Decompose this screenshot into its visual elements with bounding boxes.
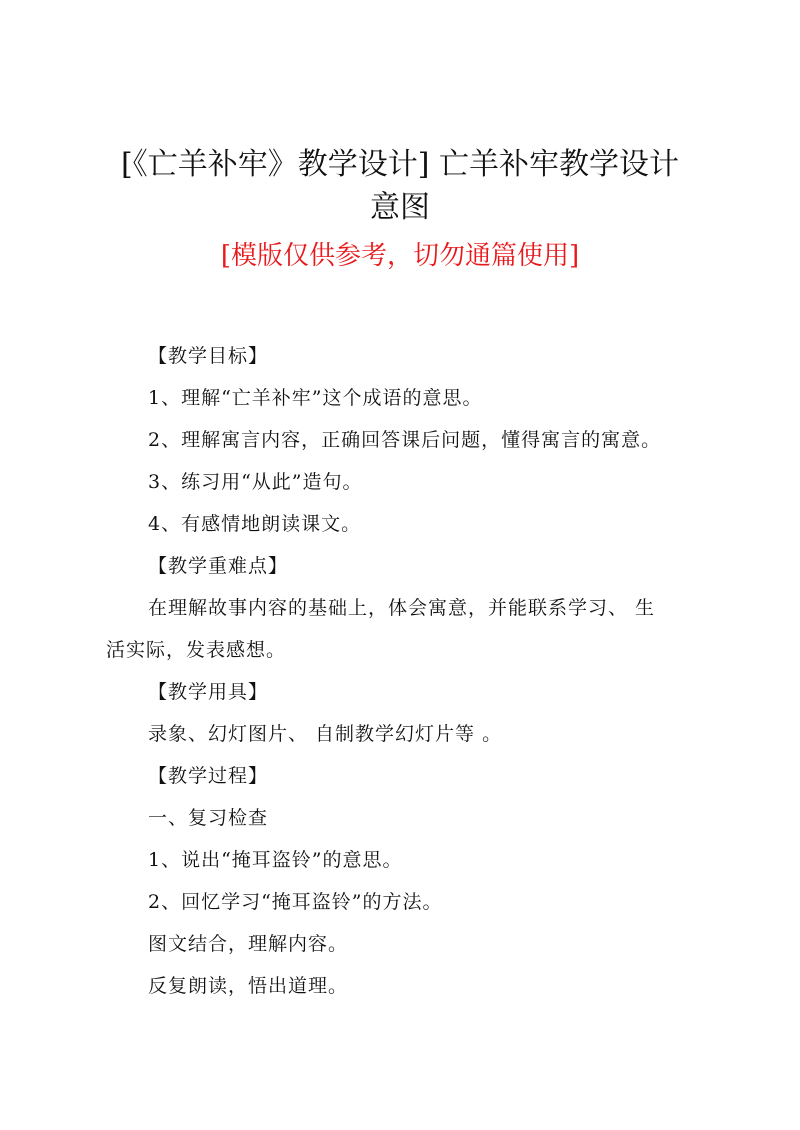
key-points-text-line1: 在理解故事内容的基础上，体会寓意，并能联系学习、 生 [148,597,656,619]
process-item: 反复朗读，悟出道理。 [148,975,349,997]
key-points-text-line2: 活实际，发表感想。 [106,639,287,661]
tools-text: 录象、幻灯图片、 自制教学幻灯片等 。 [148,723,503,745]
document-body [106,335,706,1007]
goal-item: 1、理解“亡羊补牢”这个成语的意思。 [148,387,483,409]
section-heading-process: 【教学过程】 [148,765,269,787]
section-heading-key-points: 【教学重难点】 [148,555,289,577]
process-item: 1、说出“掩耳盗铃”的意思。 [148,849,403,871]
goal-item: 4、有感情地朗读课文。 [148,513,362,535]
document-title-line1: [《亡羊补牢》教学设计] 亡羊补牢教学设计 [121,147,679,182]
goal-item: 3、练习用“从此”造句。 [148,471,363,493]
document-title-line2: 意图 [370,190,430,225]
section-heading-tools: 【教学用具】 [148,681,269,703]
goal-item: 2、理解寓言内容，正确回答课后问题，懂得寓言的寓意。 [148,429,662,451]
process-item: 2、回忆学习“掩耳盗铃”的方法。 [148,891,443,913]
section-heading-goals: 【教学目标】 [148,345,269,367]
process-item: 图文结合，理解内容。 [148,933,349,955]
template-notice: [模版仅供参考，切勿通篇使用] [220,241,580,271]
process-item: 一、复习检查 [148,807,269,829]
